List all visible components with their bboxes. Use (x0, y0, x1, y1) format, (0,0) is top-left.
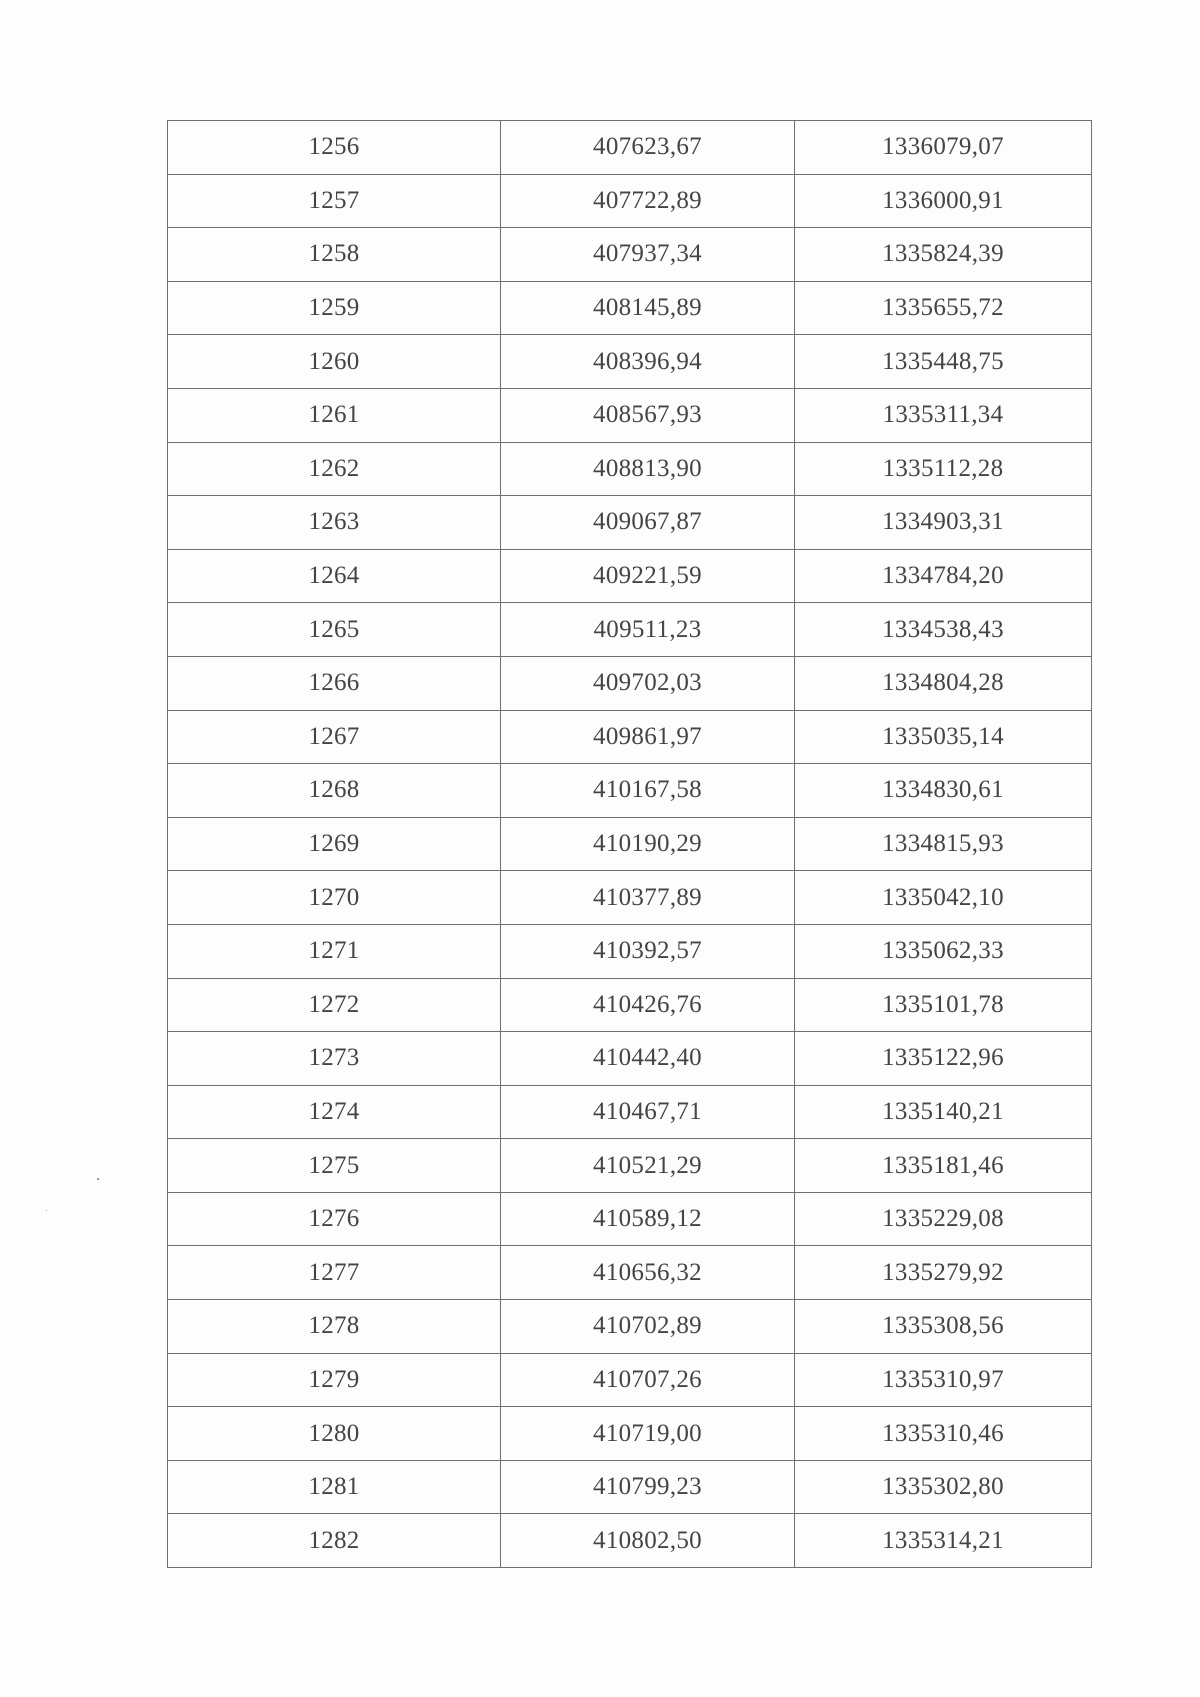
y-coordinate-cell: 1335308,56 (795, 1300, 1092, 1354)
y-coordinate-cell: 1335311,34 (795, 388, 1092, 442)
point-number-cell: 1261 (168, 388, 501, 442)
point-number-cell: 1272 (168, 978, 501, 1032)
y-coordinate-cell: 1335314,21 (795, 1514, 1092, 1568)
y-coordinate-cell: 1335101,78 (795, 978, 1092, 1032)
table-row (168, 121, 1092, 175)
x-coordinate-cell: 409702,03 (501, 656, 795, 710)
table-row (168, 1460, 1092, 1514)
point-number-cell: 1264 (168, 549, 501, 603)
y-coordinate-cell: 1335310,46 (795, 1407, 1092, 1461)
x-coordinate-cell: 409861,97 (501, 710, 795, 764)
point-number-cell: 1257 (168, 174, 501, 228)
y-coordinate-cell: 1334903,31 (795, 496, 1092, 550)
x-coordinate-cell: 408145,89 (501, 281, 795, 335)
point-number-cell: 1258 (168, 228, 501, 282)
table-row (168, 656, 1092, 710)
table-row (168, 871, 1092, 925)
table-row (168, 1300, 1092, 1354)
y-coordinate-cell: 1334815,93 (795, 817, 1092, 871)
x-coordinate-cell: 410392,57 (501, 924, 795, 978)
y-coordinate-cell: 1334538,43 (795, 603, 1092, 657)
y-coordinate-cell: 1335302,80 (795, 1460, 1092, 1514)
point-number-cell: 1281 (168, 1460, 501, 1514)
scan-speck (46, 1210, 47, 1211)
table-row (168, 388, 1092, 442)
x-coordinate-cell: 410377,89 (501, 871, 795, 925)
y-coordinate-cell: 1335062,33 (795, 924, 1092, 978)
table-row (168, 1192, 1092, 1246)
table-row (168, 710, 1092, 764)
table-row (168, 1407, 1092, 1461)
y-coordinate-cell: 1335279,92 (795, 1246, 1092, 1300)
y-coordinate-cell: 1335655,72 (795, 281, 1092, 335)
point-number-cell: 1271 (168, 924, 501, 978)
x-coordinate-cell: 408396,94 (501, 335, 795, 389)
point-number-cell: 1282 (168, 1514, 501, 1568)
point-number-cell: 1275 (168, 1139, 501, 1193)
table-row (168, 1085, 1092, 1139)
table-row (168, 1032, 1092, 1086)
coordinates-table (167, 120, 1092, 1568)
point-number-cell: 1280 (168, 1407, 501, 1461)
point-number-cell: 1263 (168, 496, 501, 550)
y-coordinate-cell: 1335448,75 (795, 335, 1092, 389)
point-number-cell: 1270 (168, 871, 501, 925)
point-number-cell: 1274 (168, 1085, 501, 1139)
x-coordinate-cell: 407623,67 (501, 121, 795, 175)
x-coordinate-cell: 410799,23 (501, 1460, 795, 1514)
y-coordinate-cell: 1335042,10 (795, 871, 1092, 925)
point-number-cell: 1279 (168, 1353, 501, 1407)
x-coordinate-cell: 409221,59 (501, 549, 795, 603)
point-number-cell: 1256 (168, 121, 501, 175)
x-coordinate-cell: 409067,87 (501, 496, 795, 550)
point-number-cell: 1276 (168, 1192, 501, 1246)
table-row (168, 335, 1092, 389)
y-coordinate-cell: 1335181,46 (795, 1139, 1092, 1193)
y-coordinate-cell: 1335112,28 (795, 442, 1092, 496)
table-row (168, 764, 1092, 818)
table-row (168, 817, 1092, 871)
point-number-cell: 1278 (168, 1300, 501, 1354)
point-number-cell: 1262 (168, 442, 501, 496)
point-number-cell: 1267 (168, 710, 501, 764)
y-coordinate-cell: 1335122,96 (795, 1032, 1092, 1086)
y-coordinate-cell: 1336079,07 (795, 121, 1092, 175)
y-coordinate-cell: 1335310,97 (795, 1353, 1092, 1407)
x-coordinate-cell: 410521,29 (501, 1139, 795, 1193)
point-number-cell: 1277 (168, 1246, 501, 1300)
table-row (168, 281, 1092, 335)
x-coordinate-cell: 409511,23 (501, 603, 795, 657)
point-number-cell: 1269 (168, 817, 501, 871)
y-coordinate-cell: 1336000,91 (795, 174, 1092, 228)
x-coordinate-cell: 410702,89 (501, 1300, 795, 1354)
y-coordinate-cell: 1335035,14 (795, 710, 1092, 764)
table-row (168, 496, 1092, 550)
y-coordinate-cell: 1334830,61 (795, 764, 1092, 818)
table-row (168, 228, 1092, 282)
point-number-cell: 1273 (168, 1032, 501, 1086)
table-row (168, 442, 1092, 496)
x-coordinate-cell: 410719,00 (501, 1407, 795, 1461)
table-row (168, 603, 1092, 657)
y-coordinate-cell: 1334784,20 (795, 549, 1092, 603)
x-coordinate-cell: 410426,76 (501, 978, 795, 1032)
point-number-cell: 1259 (168, 281, 501, 335)
table-row (168, 1246, 1092, 1300)
x-coordinate-cell: 410167,58 (501, 764, 795, 818)
x-coordinate-cell: 408567,93 (501, 388, 795, 442)
x-coordinate-cell: 410802,50 (501, 1514, 795, 1568)
table-row (168, 1139, 1092, 1193)
point-number-cell: 1266 (168, 656, 501, 710)
y-coordinate-cell: 1335140,21 (795, 1085, 1092, 1139)
point-number-cell: 1260 (168, 335, 501, 389)
y-coordinate-cell: 1335229,08 (795, 1192, 1092, 1246)
y-coordinate-cell: 1334804,28 (795, 656, 1092, 710)
x-coordinate-cell: 410656,32 (501, 1246, 795, 1300)
coordinates-table-body (168, 121, 1092, 1568)
table-row (168, 924, 1092, 978)
table-row (168, 978, 1092, 1032)
point-number-cell: 1265 (168, 603, 501, 657)
x-coordinate-cell: 408813,90 (501, 442, 795, 496)
x-coordinate-cell: 410589,12 (501, 1192, 795, 1246)
x-coordinate-cell: 410190,29 (501, 817, 795, 871)
y-coordinate-cell: 1335824,39 (795, 228, 1092, 282)
x-coordinate-cell: 407722,89 (501, 174, 795, 228)
x-coordinate-cell: 410467,71 (501, 1085, 795, 1139)
table-row (168, 174, 1092, 228)
table-row (168, 549, 1092, 603)
table-row (168, 1514, 1092, 1568)
x-coordinate-cell: 410442,40 (501, 1032, 795, 1086)
table-row (168, 1353, 1092, 1407)
scan-speck (97, 1178, 99, 1180)
point-number-cell: 1268 (168, 764, 501, 818)
x-coordinate-cell: 407937,34 (501, 228, 795, 282)
x-coordinate-cell: 410707,26 (501, 1353, 795, 1407)
